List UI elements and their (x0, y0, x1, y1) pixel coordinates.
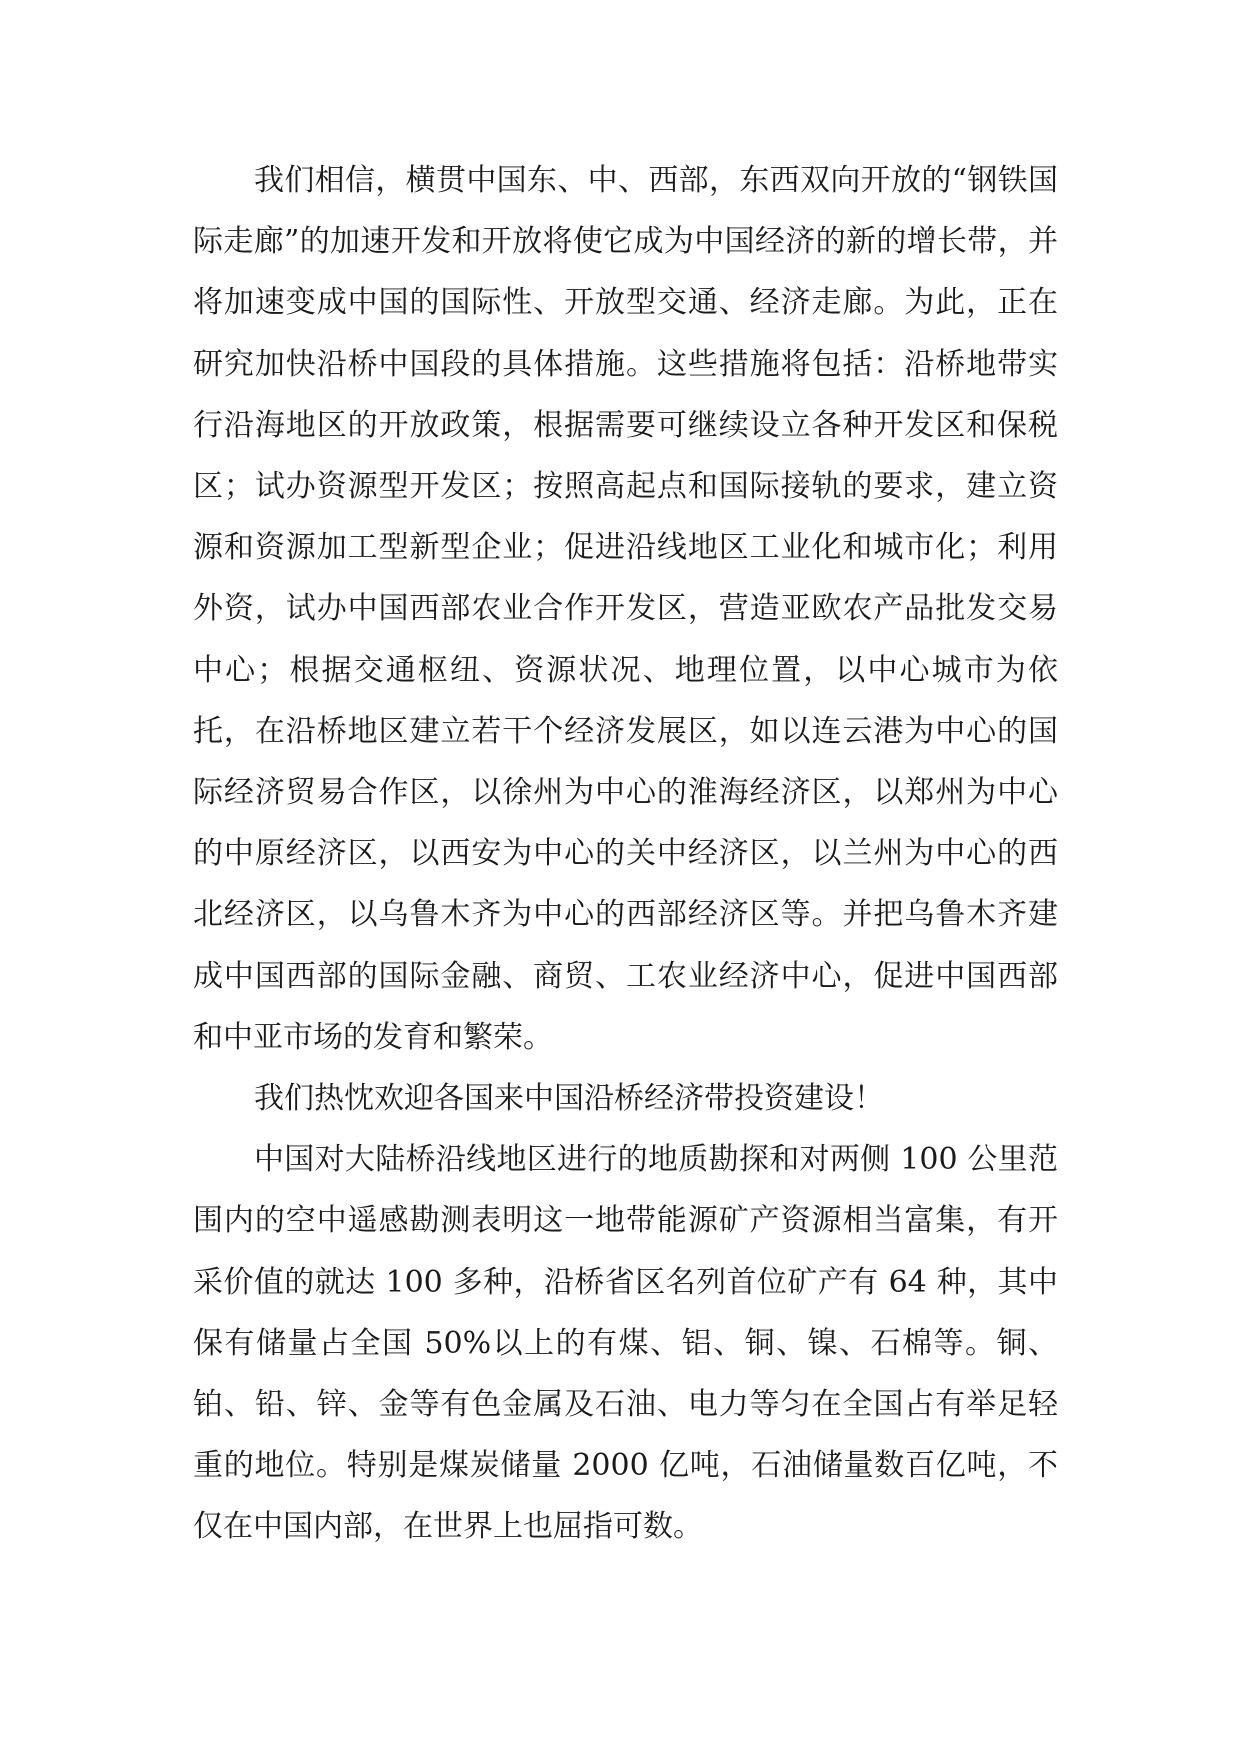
paragraph-welcome-investment: 我们热忱欢迎各国来中国沿桥经济带投资建设！ (254, 1081, 884, 1117)
paragraph-open-corridor: 我们相信，横贯中国东、中、西部，东西双向开放的“钢铁国际走廊”的加速开发和开放将使它成为中国经济的新的增长带，并将加速变成中国的国际性、开放型交通、经济走廊。为此，正在研究加快沿桥中国段的具体措施。这些措施将包括：沿桥地带实行沿海地区的开放政策，根据需要可继续设立各种开发区和保税区；试办资源型开发区；按照高起点和国际接轨的要求，建立资源和资源加工型新型企业；促进沿线地区工业化和城市化；利用外资，试办中国西部农业合作开发区，营造亚欧农产品批发交易中心；根据交通枢纽、资源状况、地理位置，以中心城市为依托，在沿桥地区建立若干个经济发展区，如以连云港为中心的国际经济贸易合作区，以徐州为中心的淮海经济区，以郑州为中心的中原经济区，以西安为中心的关中经济区，以兰州为中心的西北经济区，以乌鲁木齐为中心的西部经济区等。并把乌鲁木齐建成中国西部的国际金融、商贸、工农业经济中心，促进中国西部和中亚市场的发育和繁荣。 (193, 163, 1058, 1055)
paragraph-mineral-resources: 中国对大陆桥沿线地区进行的地质勘探和对两侧 100 公里范围内的空中遥感勘测表明这一地带能源矿产资源相当富集，有开采价值的就达 100 多种，沿桥省区名列首位矿产有 64 种，其中保有储量占全国 50%以上的有煤、铝、铜、镍、石棉等。铜、铂、铅、锌、金等有色金属及石油、电力等匀在全国占有举足轻重的地位。特别是煤炭储量 2000 亿吨，石油储量数百亿吨，不仅在中国内部，在世界上也屈指可数。 (193, 1142, 1058, 1545)
document-body (193, 150, 1058, 1558)
